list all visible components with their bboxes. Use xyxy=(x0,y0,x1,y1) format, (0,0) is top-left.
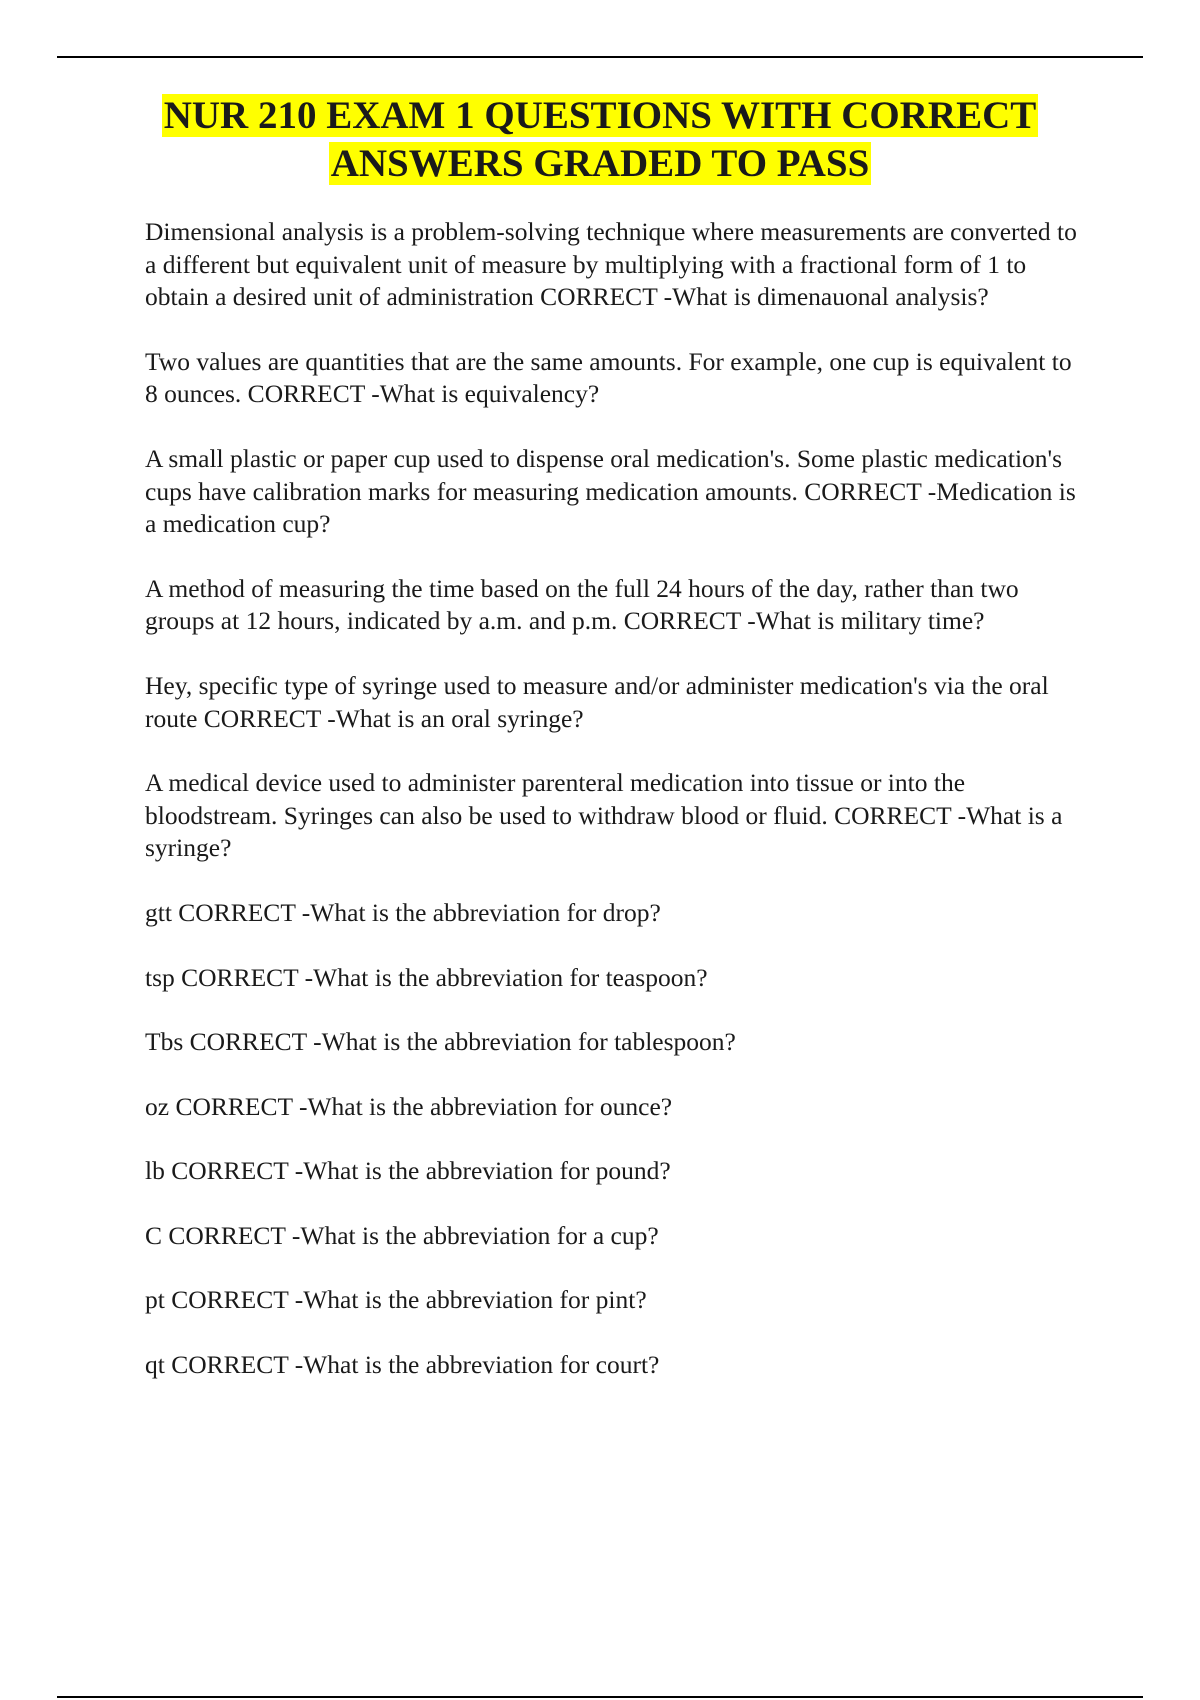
qa-item-ounce: oz CORRECT -What is the abbreviation for ounce? xyxy=(145,1091,673,1121)
top-rule xyxy=(57,56,1143,58)
qa-item-pound: lb CORRECT -What is the abbreviation for pound? xyxy=(145,1156,671,1186)
qa-item-oral-syringe: Hey, specific type of syringe used to measure and/or administer medication's via the oral route CORRECT -What is an oral syringe? xyxy=(145,670,1049,733)
qa-item-dimensional-analysis: Dimensional analysis is a problem-solving technique where measurements are converted to a different but equivalent unit of measure by multiplying with a fractional form of 1 to obtain a desired unit of administration CORRECT -What is dimenauonal analysis? xyxy=(145,217,1077,312)
qa-item-drop: gtt CORRECT -What is the abbreviation for drop? xyxy=(145,897,661,927)
qa-item-teaspoon: tsp CORRECT -What is the abbreviation for teaspoon? xyxy=(145,962,708,992)
qa-list xyxy=(145,216,1085,1414)
qa-item-equivalency: Two values are quantities that are the same amounts. For example, one cup is equivalent to 8 ounces. CORRECT -What is equivalency? xyxy=(145,346,1072,409)
qa-item-pint: pt CORRECT -What is the abbreviation for pint? xyxy=(145,1285,647,1315)
title-line-1: NUR 210 EXAM 1 QUESTIONS WITH CORRECT xyxy=(163,94,1037,137)
document-title xyxy=(100,92,1100,188)
qa-item-medication-cup: A small plastic or paper cup used to dispense oral medication's. Some plastic medication's cups have calibration marks for measuring medication amounts. CORRECT -Medication is a medication cup? xyxy=(145,443,1076,539)
qa-item-military-time: A method of measuring the time based on the full 24 hours of the day, rather than two groups at 12 hours, indicated by a.m. and p.m. CORRECT -What is military time? xyxy=(145,573,1019,636)
qa-item-quart: qt CORRECT -What is the abbreviation for court? xyxy=(145,1350,660,1380)
qa-item-tablespoon: Tbs CORRECT -What is the abbreviation for tablespoon? xyxy=(145,1027,736,1057)
title-line-2: ANSWERS GRADED TO PASS xyxy=(330,142,870,185)
qa-item-syringe: A medical device used to administer parenteral medication into tissue or into the bloodstream. Syringes can also be used to withdraw blood or fluid. CORRECT -What is a syringe? xyxy=(145,768,1063,863)
bottom-rule xyxy=(57,1696,1143,1698)
qa-item-cup: C CORRECT -What is the abbreviation for a cup? xyxy=(145,1220,659,1250)
